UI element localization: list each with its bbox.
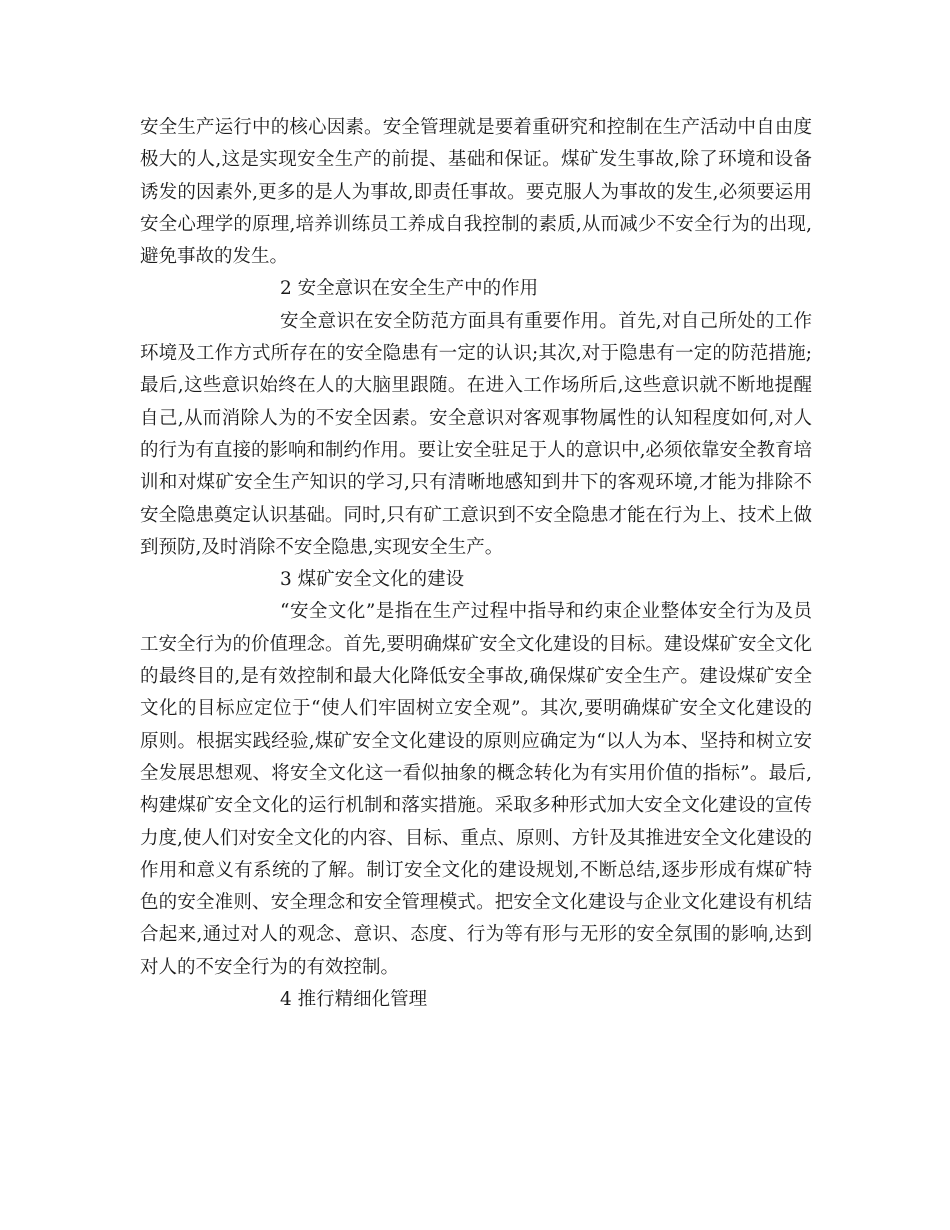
section-heading-4: 4 推行精细化管理 [280, 989, 428, 1011]
document-page [140, 112, 812, 1016]
section-heading-3: 3 煤矿安全文化的建设 [280, 569, 465, 591]
body-paragraph-3: “安全文化”是指在生产过程中指导和约束企业整体安全行为及员工安全行为的价值理念。首先,要明确煤矿安全文化建设的目标。建设煤矿安全文化的最终目的,是有效控制和最大化降低安全事故,确保煤矿安全生产。建设煤矿安全文化的目标应定位于“使人们牢固树立安全观”。其次,要明确煤矿安全文化建设的原则。根据实践经验,煤矿安全文化建设的原则应确定为“以人为本、坚持和树立安全发展思想观、将安全文化这一看似抽象的概念转化为有实用价值的指标”。最后,构建煤矿安全文化的运行机制和落实措施。采取多种形式加大安全文化建设的宣传力度,使人们对安全文化的内容、目标、重点、原则、方针及其推进安全文化建设的作用和意义有系统的了解。制订安全文化的建设规划,不断总结,逐步形成有煤矿特色的安全准则、安全理念和安全管理模式。把安全文化建设与企业文化建设有机结合起来,通过对人的观念、意识、态度、行为等有形与无形的安全氛围的影响,达到对人的不安全行为的有效控制。 [140, 601, 812, 978]
body-paragraph-2: 安全意识在安全防范方面具有重要作用。首先,对自己所处的工作环境及工作方式所存在的安全隐患有一定的认识;其次,对于隐患有一定的防范措施;最后,这些意识始终在人的大脑里跟随。在进入工作场所后,这些意识就不断地提醒自己,从而消除人为的不安全因素。安全意识对客观事物属性的认知程度如何,对人的行为有直接的影响和制约作用。要让安全驻足于人的意识中,必须依靠安全教育培训和对煤矿安全生产知识的学习,只有清晰地感知到井下的客观环境,才能为排除不安全隐患奠定认识基础。同时,只有矿工意识到不安全隐患才能在行为上、技术上做到预防,及时消除不安全隐患,实现安全生产。 [140, 310, 812, 558]
section-heading-2: 2 安全意识在安全生产中的作用 [280, 278, 539, 300]
body-paragraph-1: 安全生产运行中的核心因素。安全管理就是要着重研究和控制在生产活动中自由度极大的人,这是实现安全生产的前提、基础和保证。煤矿发生事故,除了环境和设备诱发的因素外,更多的是人为事故,即责任事故。要克服人为事故的发生,必须要运用安全心理学的原理,培养训练员工养成自我控制的素质,从而减少不安全行为的出现,避免事故的发生。 [140, 117, 812, 268]
